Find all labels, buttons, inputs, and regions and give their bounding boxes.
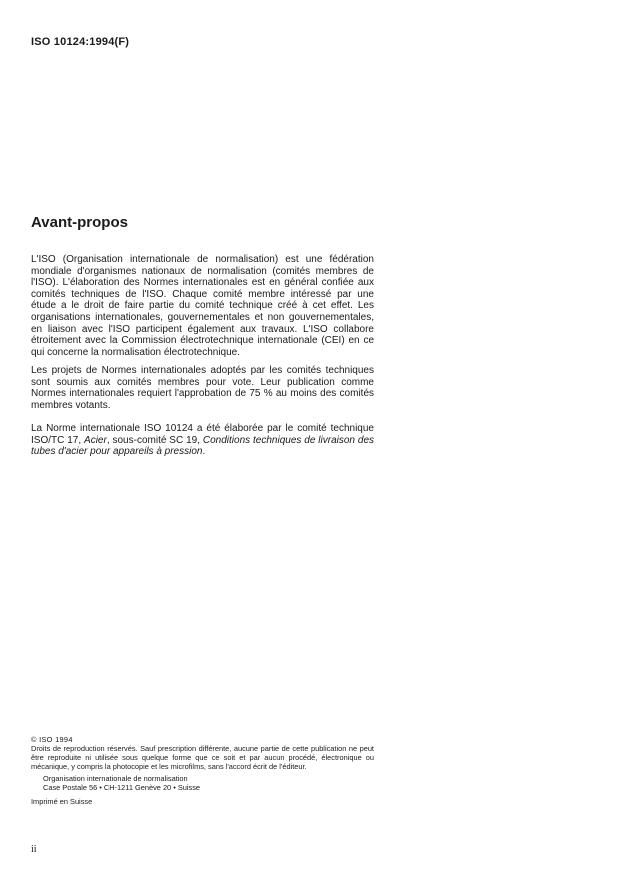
subcommittee-name: Conditions techniques de livraison des tubes d'acier pour appareils à pression — [31, 434, 375, 458]
paragraph-3-prefix: La Norme internationale ISO 10124 a été élaborée par le comité technique ISO/TC 17, — [31, 423, 374, 446]
page-number: ii — [31, 844, 37, 855]
postal-address: Case Postale 56 • CH-1211 Genève 20 • Suisse — [43, 783, 201, 792]
committee-name: Acier — [84, 434, 107, 446]
copyright-notice: © ISO 1994 — [31, 735, 73, 744]
section-title: Avant-propos — [31, 214, 128, 231]
paragraph-3-suffix: . — [202, 446, 206, 458]
printed-in: Imprimé en Suisse — [31, 797, 93, 806]
foreword-paragraph-2: Les projets de Normes internationales adoptés par les comités techniques sont soumis aux comités membres pour vote. Leur publication comme Normes internationales requiert l'approbation de 75 % au moins des comités membres votants. — [31, 365, 374, 411]
copyright-block — [31, 735, 374, 806]
organization-name: Organisation internationale de normalisation — [43, 774, 188, 783]
foreword-paragraph-1: L'ISO (Organisation internationale de normalisation) est une fédération mondiale d'organismes nationaux de normalisation (comités membres de l'ISO). L'élaboration des Normes internationales est en général confiée aux comités techniques de l'ISO. Chaque comité membre intéressé par une étude a le droit de faire partie du comité technique créé à cet effet. Les organisations internationales, gouvernementales et non gouvernementales, en liaison avec l'ISO participent également aux travaux. L'ISO collabore étroitement avec la Commission électrotechnique internationale (CEI) en ce qui concerne la normalisation électrotechnique. — [31, 254, 374, 358]
rights-statement: Droits de reproduction réservés. Sauf prescription différente, aucune partie de cette publication ne peut être reproduite ni utilisée sous quelque forme que ce soit et par aucun procédé, électronique ou mécanique, y compris la photocopie et les microfilms, sans l'accord écrit de l'éditeur. — [31, 744, 374, 771]
paragraph-3-middle: , sous-comité SC 19, — [106, 434, 203, 446]
foreword-paragraph-3 — [31, 423, 374, 458]
document-reference: ISO 10124:1994(F) — [31, 36, 130, 48]
